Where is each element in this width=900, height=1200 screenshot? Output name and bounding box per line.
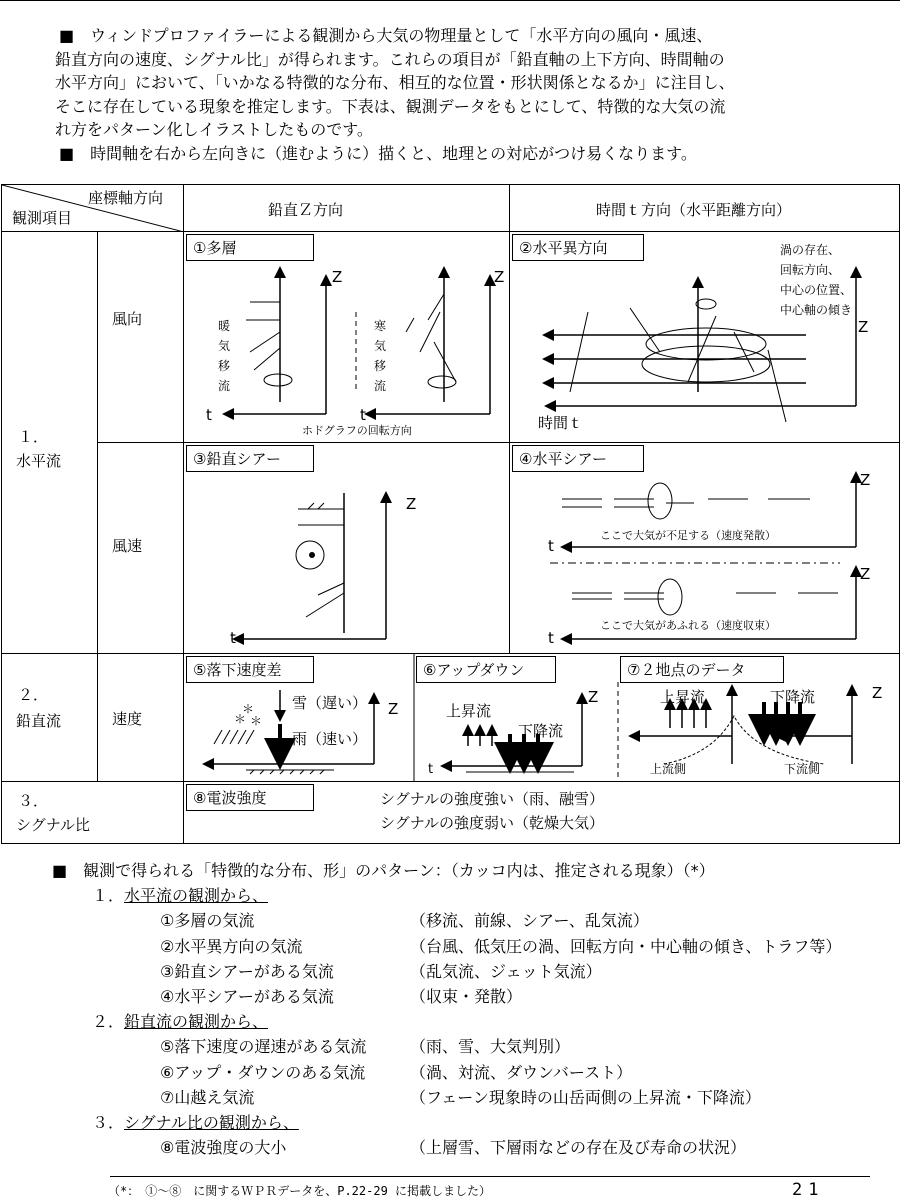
category-2-name: 鉛直流 <box>16 712 62 730</box>
panel-4-t-bottom: t <box>548 629 554 647</box>
list-item <box>52 984 892 1009</box>
header-item-label: 観測項目 <box>12 209 73 227</box>
cold-char-2: 気 <box>374 339 387 353</box>
sub-wind-speed <box>98 443 184 654</box>
list-item <box>52 1085 892 1110</box>
list-item <box>52 934 892 959</box>
item-name: ②水平異方向の気流 <box>160 936 303 956</box>
panel-3-vertical-shear <box>184 443 510 654</box>
panel-1-multilayer <box>184 232 510 443</box>
section-3-number: ３． <box>92 1112 125 1132</box>
pattern-table <box>1 184 900 844</box>
item-desc: （台風、低気圧の渦、回転方向・中心軸の傾き、トラフ等） <box>410 936 842 956</box>
panel-6-t: t <box>428 762 434 777</box>
warm-char-1: 暖 <box>218 319 231 333</box>
panel-1-title: ①多層 <box>186 234 314 261</box>
section-1-row <box>52 883 892 908</box>
panel-1-z-left: Z <box>332 268 343 286</box>
section-1-title: 水平流の観測から、 <box>124 886 269 906</box>
sub-wind-speed-label: 風速 <box>112 537 143 555</box>
intro-line-2: 鉛直方向の速度、シグナル比」が得られます。これらの項目が「鉛直軸の上下方向、時間軸の <box>55 49 725 69</box>
sub-wind-direction <box>98 232 184 443</box>
panel-7-title: ⑦２地点のデータ <box>620 656 784 683</box>
panel-7-downwind: 下流側 <box>784 762 821 776</box>
panel-5-rain: 雨（速い） <box>292 730 368 748</box>
panel-6-down: 下降流 <box>518 722 564 740</box>
section-3-title: シグナル比の観測から、 <box>124 1112 299 1132</box>
intro-line-3: 水平方向」において、「いかなる特徴的な分布、相互的な位置・形状関係となるか」に注目し、 <box>55 73 735 92</box>
panel-8-weak: シグナルの強度弱い（乾燥大気） <box>380 814 604 832</box>
warm-char-2: 気 <box>218 339 231 353</box>
item-desc: （乱気流、ジェット気流） <box>410 961 602 981</box>
top-rule <box>0 0 900 1</box>
category-3-name: シグナル比 <box>16 816 90 834</box>
category-1-name: 水平流 <box>16 452 62 470</box>
panel-2-horizontal-direction <box>510 232 900 443</box>
list-item <box>52 1060 892 1085</box>
panel-7-down: 下降流 <box>770 688 816 706</box>
panel-4-z-bottom: Z <box>860 565 871 583</box>
panel-5-snow: 雪（遅い） <box>292 694 368 712</box>
list-heading: ■ 観測で得られる「特徴的な分布、形」のパターン：（カッコ内は、推定される現象）（*） <box>52 861 715 880</box>
panel-6-title: ⑥アップダウン <box>416 656 556 683</box>
list-item <box>52 1034 892 1059</box>
header-axis-label: 座標軸方向 <box>88 189 164 207</box>
panel-4-t-top: t <box>548 537 554 555</box>
category-3-number: ３． <box>18 792 49 810</box>
sub-speed <box>98 654 184 782</box>
panel-4-caption-1: ここで大気が不足する（速度発散） <box>600 529 776 542</box>
header-time-label: 時間ｔ方向（水平距離方向） <box>596 201 792 219</box>
intro-text <box>55 24 885 165</box>
intro-line-6: ■ 時間軸を右から左向きに（進むように）描くと、地理との対応がつけ易くなります。 <box>59 143 697 163</box>
panel-8-title: ⑧電波強度 <box>186 784 314 811</box>
panel-4-caption-2: ここで大気があふれる（速度収束） <box>600 619 776 632</box>
item-name: ④水平シアーがある気流 <box>160 986 334 1006</box>
intro-line-1: ■ ウィンドプロファイラーによる観測から大気の物理量として「水平方向の風向・風速、 <box>59 26 713 45</box>
intro-line-4: そこに存在している現象を推定します。下表は、観測データをもとにして、特徴的な大気の流 <box>55 96 726 116</box>
panel-8-strong: シグナルの強度強い（雨、融雪） <box>380 790 604 808</box>
page-number: 21 <box>792 1180 825 1200</box>
panel-4-z-top: Z <box>860 471 871 489</box>
header-time <box>510 185 900 232</box>
header-corner <box>2 185 184 232</box>
pattern-list <box>52 858 892 1160</box>
cold-char-1: 寒 <box>374 319 387 333</box>
panel-6-z: Z <box>588 688 599 706</box>
list-item <box>52 959 892 984</box>
panel-4-title: ④水平シアー <box>512 445 644 472</box>
cold-char-4: 流 <box>374 379 387 393</box>
panel-4-horizontal-shear <box>510 443 900 654</box>
panel-7-up: 上昇流 <box>660 688 706 706</box>
panel-5-z: Z <box>388 700 399 718</box>
panel-3-z: Z <box>406 495 417 513</box>
panel-1-z-right: Z <box>494 268 505 286</box>
section-2-number: ２． <box>92 1012 125 1032</box>
panel-2-note-3: 中心の位置、 <box>780 283 853 297</box>
item-desc: （収束・発散） <box>410 986 523 1006</box>
panel-1-cold-advection <box>374 316 386 396</box>
item-name: ③鉛直シアーがある気流 <box>160 961 334 981</box>
panel-5-title: ⑤落下速度差 <box>186 656 314 683</box>
panel-1-t-left: t <box>206 406 212 424</box>
category-vertical-flow <box>2 654 98 782</box>
header-vertical-label: 鉛直Ｚ方向 <box>268 201 344 219</box>
panel-1-t-right: t <box>360 406 366 424</box>
list-item <box>52 908 892 933</box>
item-name: ⑥アップ・ダウンのある気流 <box>160 1062 366 1082</box>
vertical-flow-panels <box>184 654 900 782</box>
item-desc: （雨、雪、大気判別） <box>410 1037 571 1057</box>
sub-speed-label: 速度 <box>112 710 143 728</box>
panel-5-star-3: ＊ <box>250 714 263 728</box>
item-name: ⑧電波強度の大小 <box>160 1138 287 1158</box>
cold-char-3: 移 <box>374 359 387 373</box>
section-1-number: １． <box>92 886 125 906</box>
panel-5-star-2: ＊ <box>242 702 255 716</box>
list-item <box>52 1135 892 1160</box>
panel-8-signal-strength <box>184 782 900 844</box>
panel-1-caption: ホドグラフの回転方向 <box>302 424 412 437</box>
panel-3-t: t <box>230 629 236 647</box>
category-signal-ratio <box>2 782 184 844</box>
panel-2-note-2: 回転方向、 <box>780 263 841 277</box>
item-name: ⑤落下速度の遅速がある気流 <box>160 1037 367 1057</box>
panel-2-notes <box>780 240 852 320</box>
section-3-row <box>52 1110 892 1135</box>
panel-7-upwind: 上流側 <box>650 762 687 776</box>
footnote: （*： ①～⑧ に関するＷＰＲデータを、P.22-29 に掲載しました） <box>108 1184 492 1198</box>
item-desc: （渦、対流、ダウンバースト） <box>410 1062 633 1082</box>
intro-line-5: れ方をパターン化しイラストしたものです。 <box>55 120 373 139</box>
item-desc: （移流、前線、シアー、乱気流） <box>410 911 649 931</box>
panel-2-title: ②水平異方向 <box>512 234 644 261</box>
panel-7-z: Z <box>872 684 883 702</box>
item-desc: （上層雪、下層雨などの存在及び寿命の状況） <box>410 1138 747 1158</box>
panel-3-title: ③鉛直シアー <box>186 445 314 472</box>
section-2-row <box>52 1009 892 1034</box>
panel-6-up: 上昇流 <box>446 702 492 720</box>
panel-2-time-label: 時間ｔ <box>538 414 584 432</box>
category-1-number: １． <box>18 428 49 446</box>
item-desc: （フェーン現象時の山岳両側の上昇流・下降流） <box>410 1087 761 1107</box>
category-2-number: ２． <box>18 686 49 704</box>
panel-5-star-1: ＊ <box>234 712 247 726</box>
panel-3-diagram <box>184 443 510 653</box>
panel-1-diagram <box>184 232 510 442</box>
warm-char-3: 移 <box>218 359 231 373</box>
item-name: ⑦山越え気流 <box>160 1087 255 1107</box>
sub-wind-direction-label: 風向 <box>112 310 143 328</box>
category-horizontal-flow <box>2 232 98 654</box>
panel-2-note-4: 中心軸の傾き <box>780 303 853 317</box>
footer-rule <box>110 1176 870 1177</box>
panel-2-z: Z <box>858 318 869 336</box>
panel-2-note-1: 渦の存在、 <box>780 243 841 257</box>
list-heading-row <box>52 858 892 883</box>
warm-char-4: 流 <box>218 379 231 393</box>
header-vertical <box>184 185 510 232</box>
section-2-title: 鉛直流の観測から、 <box>124 1012 269 1032</box>
panel-1-warm-advection <box>218 316 230 396</box>
item-name: ①多層の気流 <box>160 911 255 931</box>
